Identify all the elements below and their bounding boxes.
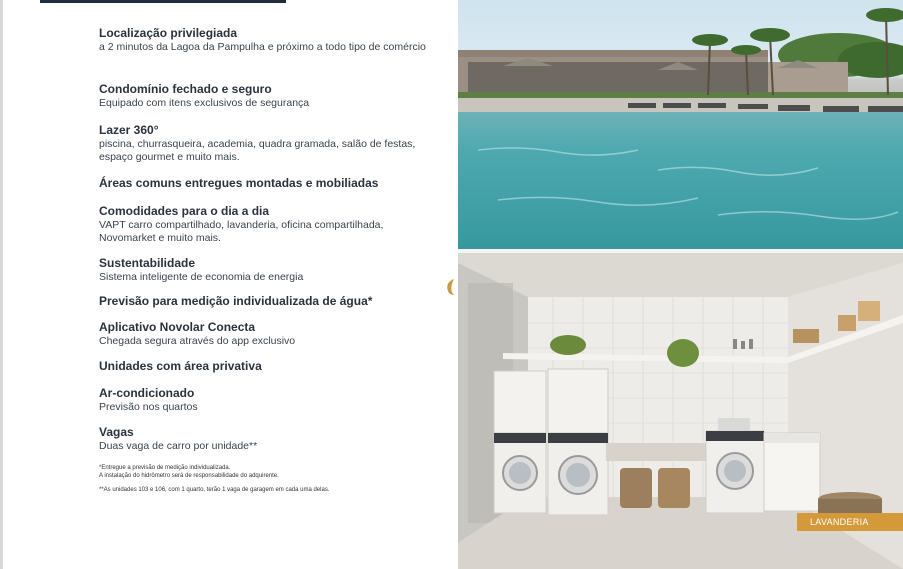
room-caption-label: LAVANDERIA bbox=[797, 513, 903, 531]
feature-amenities bbox=[99, 204, 429, 245]
feature-air-conditioning bbox=[99, 386, 429, 414]
footnote-line: **As unidades 103 e 106, com 1 quarto, terão 1 vaga de garagem em cada uma delas. bbox=[99, 487, 330, 493]
feature-leisure bbox=[99, 123, 429, 164]
feature-app bbox=[99, 320, 429, 348]
feature-description: a 2 minutos da Lagoa da Pampulha e próximo a todo tipo de comércio bbox=[99, 41, 426, 53]
page-left-edge bbox=[0, 0, 3, 569]
feature-title: Condomínio fechado e seguro bbox=[99, 82, 272, 96]
feature-description: piscina, churrasqueira, academia, quadra gramada, salão de festas, espaço gourmet e muito mais. bbox=[99, 138, 416, 163]
feature-description: Equipado com itens exclusivos de segurança bbox=[99, 97, 310, 109]
feature-sustainability bbox=[99, 256, 429, 284]
feature-private-area bbox=[99, 359, 429, 373]
feature-title: Comodidades para o dia a dia bbox=[99, 204, 270, 218]
feature-description: Previsão nos quartos bbox=[99, 401, 198, 413]
brand-mark-icon bbox=[445, 278, 457, 296]
feature-parking bbox=[99, 425, 429, 453]
feature-description: VAPT carro compartilhado, lavanderia, oficina compartilhada, Novomarket e muito mais. bbox=[99, 219, 384, 244]
feature-title: Localização privilegiada bbox=[99, 26, 238, 40]
feature-description: Duas vaga de carro por unidade** bbox=[99, 440, 258, 452]
feature-title: Vagas bbox=[99, 425, 134, 439]
feature-water-metering bbox=[99, 294, 429, 308]
header-accent-bar bbox=[40, 0, 286, 3]
feature-title: Previsão para medição individualizada de água* bbox=[99, 294, 373, 308]
feature-location bbox=[99, 26, 429, 54]
feature-title: Unidades com área privativa bbox=[99, 359, 262, 373]
feature-title: Áreas comuns entregues montadas e mobiliadas bbox=[99, 176, 379, 190]
feature-title: Ar-condicionado bbox=[99, 386, 195, 400]
footnote-line: A instalação do hidrômetro será de responsabilidade do adquirente. bbox=[99, 473, 279, 479]
feature-common-areas bbox=[99, 176, 429, 190]
feature-title: Sustentabilidade bbox=[99, 256, 196, 270]
footnote-line: *Entregue a previsão de medição individualizada. bbox=[99, 465, 231, 471]
feature-security bbox=[99, 82, 429, 110]
pool-photo bbox=[458, 0, 903, 249]
feature-title: Lazer 360° bbox=[99, 123, 159, 137]
footnotes bbox=[99, 464, 429, 494]
feature-description: Chegada segura através do app exclusivo bbox=[99, 335, 296, 347]
feature-description: Sistema inteligente de economia de energia bbox=[99, 271, 304, 283]
feature-title: Aplicativo Novolar Conecta bbox=[99, 320, 256, 334]
